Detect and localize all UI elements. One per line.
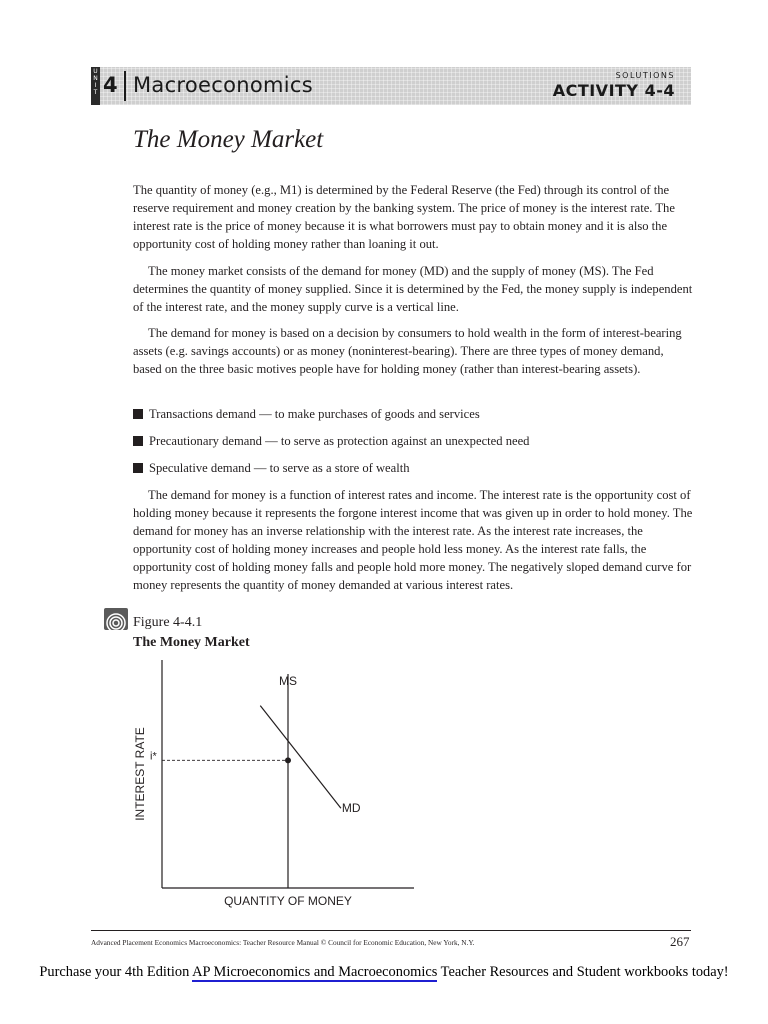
equilibrium-rate-label: i* [150,750,157,763]
paragraph-demand-for-money: The demand for money is based on a decision by consumers to hold wealth in the form of interest-bearing assets (e.g. savings accounts) or as money (noninterest-bearing). There are three types of money demand, based on the three basic motives people have for holding money (rather than interest-bearing assets). [133,326,682,376]
money-demand-curve [260,706,341,809]
figure-label: Figure 4-4.1 [133,615,203,630]
banner-title: Macroeconomics [133,73,314,97]
unit-divider [124,71,126,101]
paragraph-interest-rates: The demand for money is a function of interest rates and income. The interest rate is the opportunity cost of holding money because it represents the forgone interest income that was given up in order to hold money. The demand for money has an inverse relationship with the interest rate. As the interest rate increases, the opportunity cost of holding money increases and people hold less money. As the interest rate falls, the opportunity cost of holding money falls and people hold more money. The negatively sloped demand curve for money represents the quantity of money demanded at various interest rates. [133,488,693,592]
page-number: 267 [670,934,690,949]
figure-icon [104,608,128,630]
unit-letter: U [93,68,98,75]
footer-source: Advanced Placement Economics Macroeconomics: Teacher Resource Manual © Council for Economic Education, New York, N.Y. [91,938,475,947]
ms-label: MS [279,674,297,688]
activity-label: ACTIVITY 4-4 [552,81,675,100]
page-title: The Money Market [133,126,324,153]
promo-text: Teacher Resources and Student workbooks today! [437,964,729,980]
bullet-item [133,405,480,423]
paragraph-intro: The quantity of money (e.g., M1) is determined by the Federal Reserve (the Fed) through its control of the reserve requirement and money creation by the banking system. The price of money is the interest rate. The interest rate is the price of money because it is what borrowers must pay to obtain money and it is also the opportunity cost of holding money rather than loaning it out. [133,183,675,251]
x-axis-label: QUANTITY OF MONEY [224,894,352,908]
solutions-label: SOLUTIONS [615,71,675,80]
md-label: MD [341,801,361,816]
bullet-item [133,459,410,477]
bullet-text: Speculative demand — to serve as a store of wealth [149,461,410,475]
bullet-text: Precautionary demand — to serve as protection against an unexpected need [149,434,530,448]
unit-letter: T [93,89,98,96]
unit-label [91,67,100,105]
square-bullet-icon [133,436,143,446]
promo-link[interactable]: AP Microeconomics and Macroeconomics [192,964,438,980]
activity-banner [91,67,691,105]
y-axis-label: INTEREST RATE [133,727,147,821]
equilibrium-point [285,757,291,763]
bullet-text: Transactions demand — to make purchases of goods and services [149,407,480,421]
bullet-item [133,432,529,450]
unit-number: 4 [103,73,118,97]
money-market-chart [125,660,425,915]
square-bullet-icon [133,409,143,419]
footer-rule [91,930,691,931]
promo-banner [0,963,768,982]
unit-letter: N [93,75,98,82]
square-bullet-icon [133,463,143,473]
promo-text: Purchase your 4th Edition [39,964,193,980]
unit-letter: I [94,82,97,89]
figure-title: The Money Market [133,635,250,650]
paragraph-money-market: The money market consists of the demand for money (MD) and the supply of money (MS). The Fed determines the quantity of money supplied. Since it is determined by the Fed, the money supply is independent of the interest rate, and the money supply curve is a vertical line. [133,264,693,314]
